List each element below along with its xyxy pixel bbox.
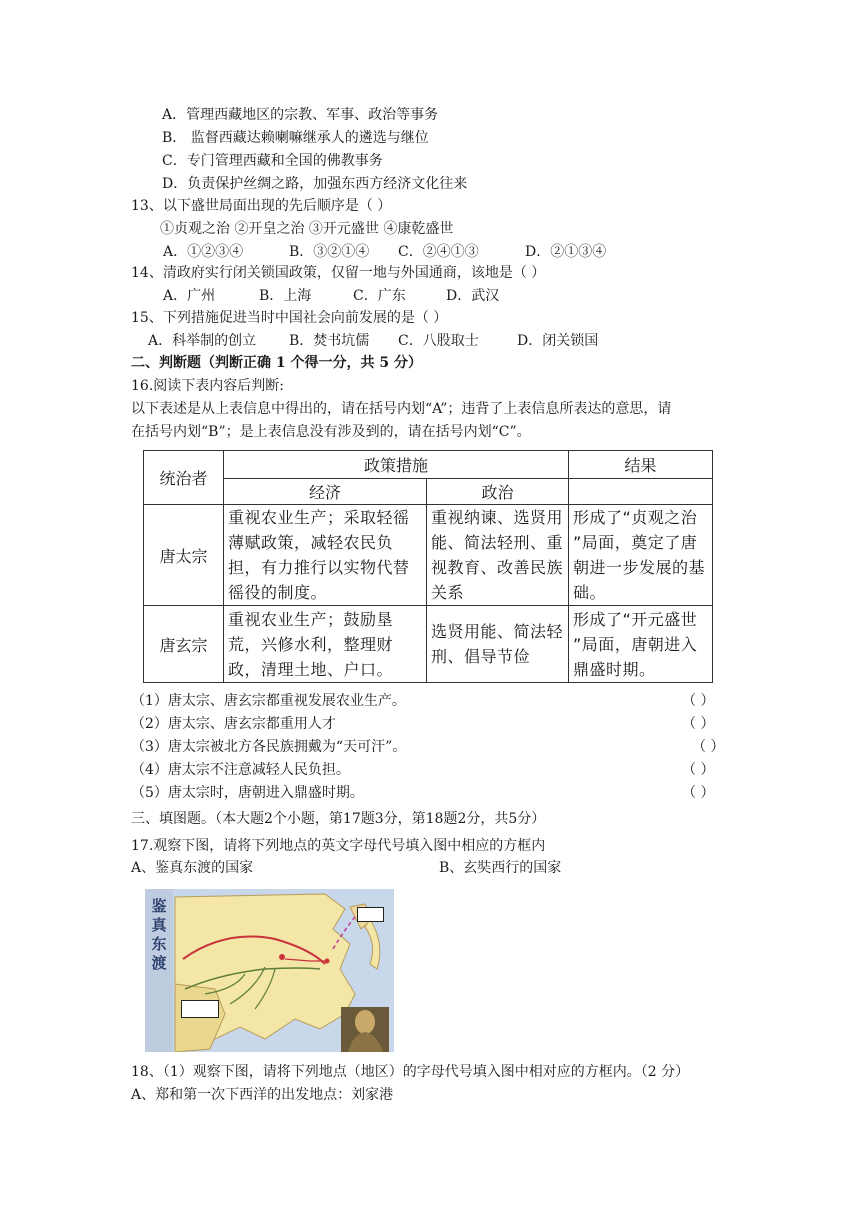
- header-ruler: 统治者: [144, 451, 224, 505]
- q16-instruction-2: 在括号内划“B”；是上表信息没有涉及到的，请在括号内划“C”。: [131, 424, 531, 440]
- q15-option-b: B．焚书坑儒: [289, 333, 370, 349]
- answer-box-india[interactable]: [181, 1000, 219, 1018]
- q14-option-a: A．广州: [163, 288, 216, 304]
- q17-option-a: A、鉴真东渡的国家: [131, 860, 254, 876]
- jianzhen-voyage-map: [145, 889, 394, 1052]
- row-economy: 重视农业生产；鼓励垦荒，兴修水利，整理财政，清理土地、户口。: [224, 606, 427, 683]
- table-row: [144, 505, 713, 606]
- q18-option-a: A、郑和第一次下西洋的出发地点：刘家港: [131, 1087, 394, 1103]
- q14-option-d: D．武汉: [446, 288, 500, 304]
- answer-paren-4[interactable]: （ ）: [682, 762, 715, 778]
- section3-heading: 三、填图题。（本大题2个小题，第17题3分，第18题2分，共5分）: [131, 811, 546, 827]
- q14-option-c: C．广东: [353, 288, 406, 304]
- answer-paren-2[interactable]: （ ）: [682, 716, 715, 732]
- table-row: [144, 606, 713, 683]
- q15-stem: 15、下列措施促进当时中国社会向前发展的是（ ）: [131, 310, 448, 326]
- policy-table: [143, 450, 713, 683]
- q13-stem: 13、以下盛世局面出现的先后顺序是（ ）: [131, 198, 392, 214]
- header-economy: 经济: [224, 479, 427, 505]
- q15-option-d: D．闭关锁国: [517, 333, 599, 349]
- row-result: 形成了“开元盛世 ”局面，唐朝进入鼎盛时期。: [569, 606, 713, 683]
- q14-option-b: B．上海: [259, 288, 312, 304]
- header-result-blank: [569, 479, 713, 505]
- statement-4: （4）唐太宗不注意减轻人民负担。: [131, 762, 350, 778]
- statement-3: （3）唐太宗被北方各民族拥戴为“天可汗”。: [131, 739, 407, 755]
- q15-option-a: A．科举制的创立: [148, 333, 257, 349]
- row-politics: 重视纳谏、选贤用能、简法轻刑、重视教育、改善民族关系: [427, 505, 569, 606]
- q13-option-c: C．②④①③: [398, 244, 479, 260]
- q16-stem: 16.阅读下表内容后判断:: [131, 378, 284, 394]
- q18-stem: 18、（1）观察下图，请将下列地点（地区）的字母代号填入图中相对应的方框内。（2 分）: [131, 1064, 690, 1080]
- answer-box-japan[interactable]: [357, 907, 384, 922]
- q15-option-c: C．八股取士: [398, 333, 479, 349]
- q13-option-b: B．③②①④: [289, 244, 370, 260]
- answer-paren-1[interactable]: （ ）: [682, 693, 715, 709]
- q14-stem: 14、清政府实行闭关锁国政策，仅留一地与外国通商，该地是（ ）: [131, 265, 546, 281]
- statement-5: （5）唐太宗时，唐朝进入鼎盛时期。: [131, 785, 364, 801]
- row-ruler: 唐玄宗: [144, 606, 224, 683]
- row-ruler: 唐太宗: [144, 505, 224, 606]
- q12-option-c: C．专门管理西藏和全国的佛教事务: [162, 153, 383, 169]
- row-economy: 重视农业生产；采取轻徭薄赋政策，减轻农民负担，有力推行以实物代替徭役的制度。: [224, 505, 427, 606]
- header-policy: 政策措施: [224, 451, 569, 479]
- q12-option-b: B． 监督西藏达赖喇嘛继承人的遴选与继位: [162, 130, 429, 146]
- answer-paren-5[interactable]: （ ）: [682, 785, 715, 801]
- q12-option-a: A．管理西藏地区的宗教、军事、政治等事务: [162, 107, 439, 123]
- section2-heading: 二、判断题（判断正确 1 个得一分，共 5 分）: [131, 355, 422, 371]
- row-result: 形成了“贞观之治 ”局面，奠定了唐朝进一步发展的基础。: [569, 505, 713, 606]
- q12-option-d: D．负责保护丝绸之路，加强东西方经济文化往来: [162, 176, 468, 192]
- q17-stem: 17.观察下图，请将下列地点的英文字母代号填入图中相应的方框内: [131, 838, 546, 854]
- answer-paren-3[interactable]: （ ）: [692, 739, 725, 755]
- q13-items: ①贞观之治 ②开皇之治 ③开元盛世 ④康乾盛世: [160, 221, 454, 237]
- statement-2: （2）唐太宗、唐玄宗都重用人才: [131, 716, 336, 732]
- statement-1: （1）唐太宗、唐玄宗都重视发展农业生产。: [131, 693, 406, 709]
- q13-option-a: A．①②③④: [163, 244, 244, 260]
- row-politics: 选贤用能、简法轻刑、倡导节俭: [427, 606, 569, 683]
- header-politics: 政治: [427, 479, 569, 505]
- q13-option-d: D．②①③④: [525, 244, 607, 260]
- map-side-label: 鉴真东渡: [145, 889, 173, 1052]
- q17-option-b: B、玄奘西行的国家: [439, 860, 562, 876]
- header-result: 结果: [569, 451, 713, 479]
- q16-instruction-1: 以下表述是从上表信息中得出的，请在括号内划“A”；违背了上表信息所表达的意思，请: [131, 401, 672, 417]
